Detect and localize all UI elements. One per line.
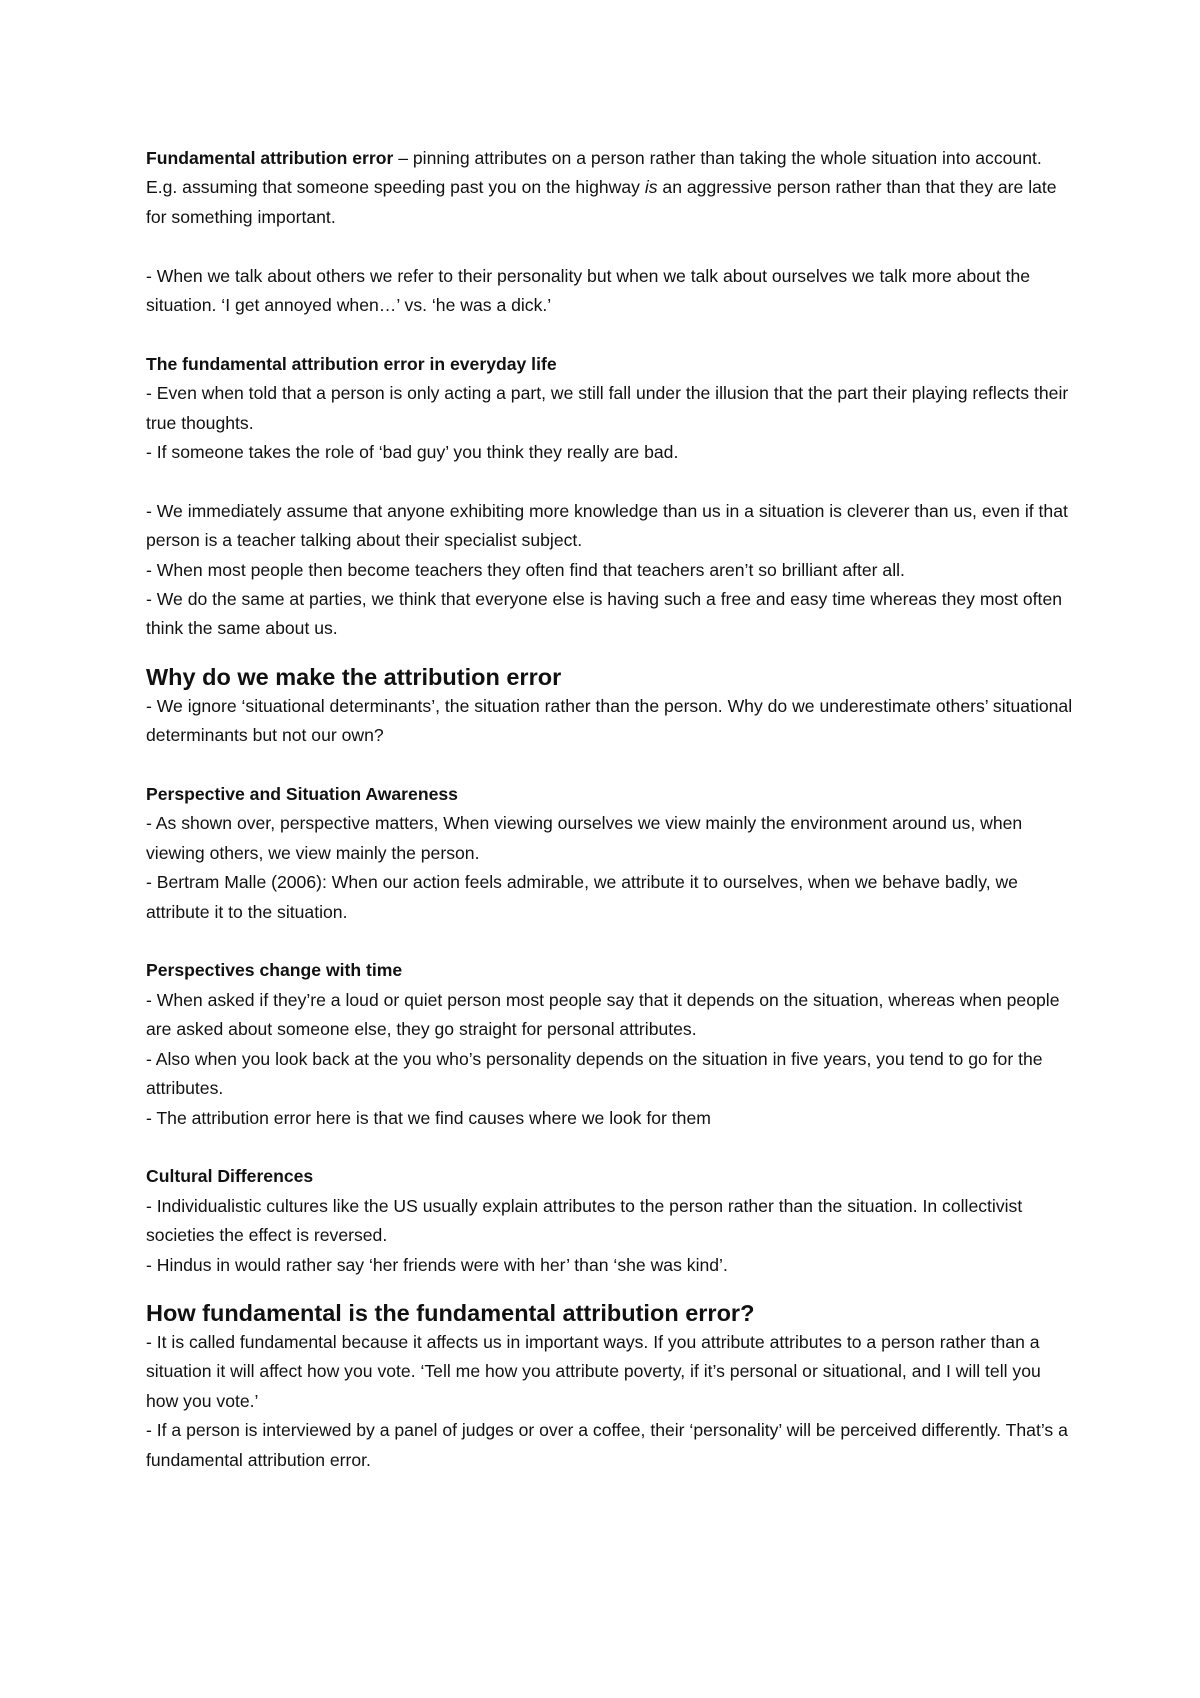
intro-definition-start: – pinning attributes on a person rather than taking the whole situation into account. E.g. assuming that someone speeding past you on the highway [146, 148, 1042, 198]
intro-paragraph [146, 144, 1076, 232]
time-line: - When asked if they’re a loud or quiet person most people say that it depends on the situation, whereas when people are asked about someone else, they go straight for personal attributes. [146, 989, 1060, 1040]
how-heading: How fundamental is the fundamental attribution error? [146, 1299, 755, 1326]
everyday-heading: The fundamental attribution error in everyday life [146, 353, 557, 374]
perspective-heading: Perspective and Situation Awareness [146, 784, 458, 805]
everyday-line: - If someone takes the role of ‘bad guy’ you think they really are bad. [146, 442, 679, 463]
how-line: - It is called fundamental because it affects us in important ways. If you attribute attributes to a person rather than a situation it will affect how you vote. ‘Tell me how you attribute poverty, if it’s personal or situational, and I will tell you how you vote.’ [146, 1331, 1041, 1411]
paragraph-gap [146, 467, 1076, 496]
cultural-line: - Hindus in would rather say ‘her friends were with her’ than ‘she was kind’. [146, 1254, 728, 1275]
intro-italic-word: is [644, 177, 658, 198]
how-line: - If a person is interviewed by a panel of judges or over a coffee, their ‘personality’ will be perceived differently. That’s a fundamental attribution error. [146, 1420, 1068, 1470]
perspective-line: - As shown over, perspective matters, When viewing ourselves we view mainly the environment around us, when viewing others, we view mainly the person. [146, 813, 1023, 863]
paragraph-gap [146, 751, 1076, 780]
everyday-line: - When most people then become teachers they often find that teachers aren’t so brilliant after all. [146, 559, 905, 580]
intro-term: Fundamental attribution error [146, 148, 394, 168]
paragraph-gap [146, 1133, 1076, 1162]
paragraph-gap [146, 232, 1076, 261]
everyday-line: - Even when told that a person is only acting a part, we still fall under the illusion that the part their playing reflects their true thoughts. [146, 383, 1069, 433]
cultural-line: - Individualistic cultures like the US usually explain attributes to the person rather than the situation. In collectivist societies the effect is reversed. [146, 1195, 1023, 1246]
talk-paragraph: - When we talk about others we refer to their personality but when we talk about ourselves we talk more about the situation. ‘I get annoyed when…’ vs. ‘he was a dick.’ [146, 265, 1031, 316]
everyday-line: - We immediately assume that anyone exhibiting more knowledge than us in a situation is cleverer than us, even if that person is a teacher talking about their specialist subject. [146, 500, 1068, 551]
time-heading: Perspectives change with time [146, 960, 403, 981]
everyday-line: - We do the same at parties, we think that everyone else is having such a free and easy time whereas they most often think the same about us. [146, 589, 1063, 639]
why-heading: Why do we make the attribution error [146, 663, 562, 690]
why-line: - We ignore ‘situational determinants’, the situation rather than the person. Why do we underestimate others’ situational determinants but not our own? [146, 695, 1073, 746]
paragraph-gap [146, 927, 1076, 956]
time-line: - The attribution error here is that we find causes where we look for them [146, 1107, 711, 1128]
document-body [146, 144, 1076, 1475]
intro-definition-end: an aggressive person rather than that they are late for something important. [146, 177, 1057, 227]
perspective-line: - Bertram Malle (2006): When our action feels admirable, we attribute it to ourselves, when we behave badly, we attribute it to the situation. [146, 872, 1018, 922]
paragraph-gap [146, 320, 1076, 349]
cultural-heading: Cultural Differences [146, 1166, 314, 1187]
time-line: - Also when you look back at the you who’s personality depends on the situation in five years, you tend to go for the attributes. [146, 1048, 1043, 1099]
